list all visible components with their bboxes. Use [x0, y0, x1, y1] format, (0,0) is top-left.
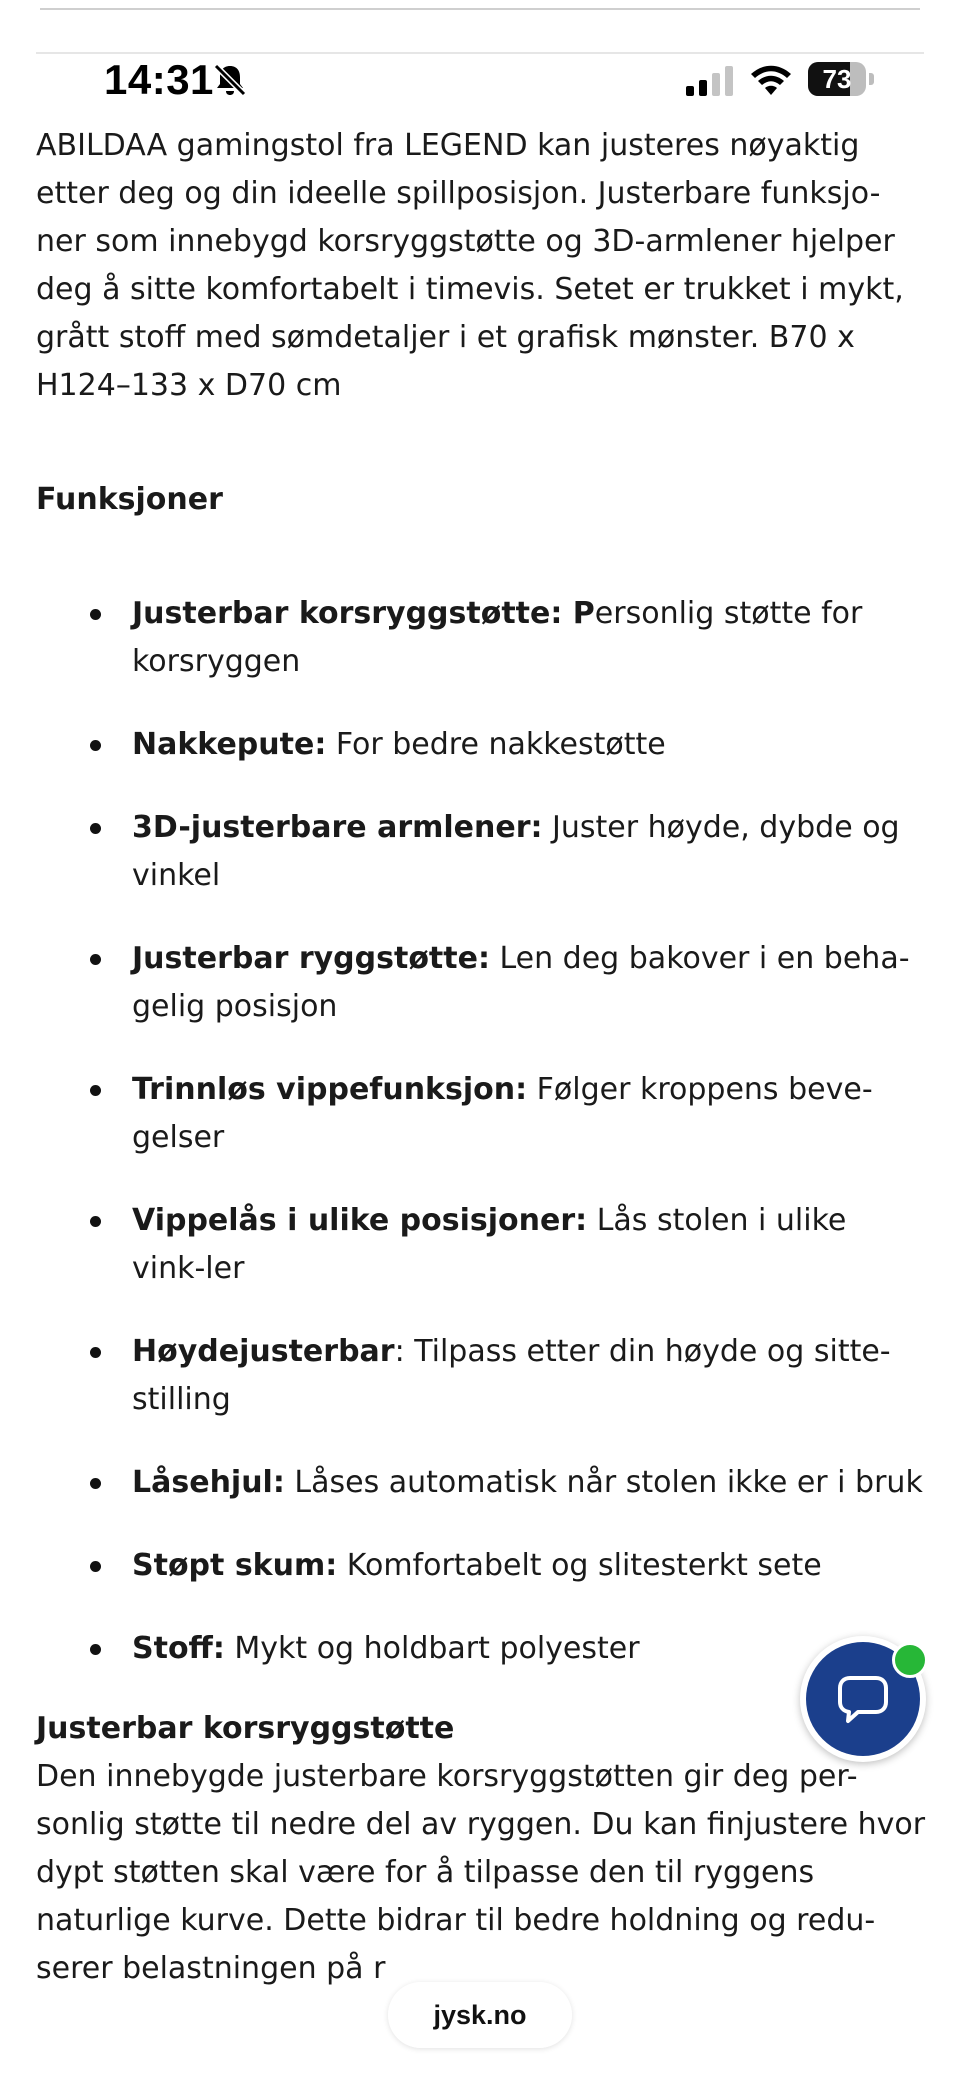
feature-label: Støpt skum: — [132, 1548, 338, 1583]
chat-online-indicator — [892, 1642, 928, 1678]
feature-label: Trinnløs vippefunksjon: — [132, 1072, 528, 1107]
bell-slash-icon — [210, 60, 250, 100]
feature-label: Stoff: — [132, 1631, 225, 1666]
feature-text: Juster høyde, dybde og vinkel — [132, 810, 900, 893]
wifi-icon — [748, 62, 794, 98]
feature-label: Vippelås i ulike posisjoner: — [132, 1203, 588, 1238]
feature-item — [36, 804, 926, 900]
feature-item — [36, 1459, 926, 1507]
feature-label: Justerbar korsryggstøtte: P — [132, 596, 595, 631]
feature-text: For bedre nakkestøtte — [326, 727, 666, 762]
feature-label: 3D-justerbare armlener: — [132, 810, 543, 845]
chat-button[interactable] — [800, 1636, 926, 1762]
feature-text: Følger kroppens beve-gelser — [132, 1072, 873, 1155]
feature-text: Mykt og holdbart polyester — [224, 1631, 640, 1666]
feature-text: Komfortabelt og slitesterkt sete — [337, 1548, 822, 1583]
feature-label: Høydejusterbar — [132, 1334, 395, 1369]
features-heading: Funksjoner — [36, 482, 223, 517]
feature-item — [36, 1328, 926, 1424]
feature-item — [36, 1066, 926, 1162]
feature-item — [36, 590, 926, 686]
feature-label: Nakkepute: — [132, 727, 327, 762]
chat-bubble-icon — [836, 1672, 890, 1726]
feature-item — [36, 1625, 926, 1673]
feature-text: Len deg bakover i en beha-gelig posisjon — [132, 941, 910, 1024]
intro-paragraph: ABILDAA gamingstol fra LEGEND kan justeres nøyaktig etter deg og din ideelle spillposisjon. Justerbare funksjo-ner som innebygd korsryggstøtte og 3D-armlener hjelper deg å sitte komfortabelt i timevis. Setet er trukket i mykt, grått stoff med sømdetaljer i et grafisk mønster. B70 x H124–133 x D70 cm — [36, 128, 904, 403]
feature-item — [36, 935, 926, 1031]
lumbar-paragraph: Den innebygde justerbare korsryggstøtten gir deg per-sonlig støtte til nedre del av ryggen. Du kan finjustere hvor dypt støtten skal være for å tilpasse den til ryggens naturlige kurve. Dette bidrar til bedre holdning og redu-serer belastningen på r — [36, 1759, 926, 1986]
feature-label: Låsehjul: — [132, 1465, 285, 1500]
battery-level: 73 — [822, 64, 852, 94]
top-edge-fragment — [40, 0, 920, 10]
status-bar — [0, 48, 960, 112]
feature-text: Lås stolen i ulike vink-ler — [132, 1203, 847, 1286]
features-list — [36, 590, 926, 1673]
feature-text: ersonlig støtte for korsryggen — [132, 596, 863, 679]
product-description — [36, 122, 926, 1993]
lumbar-heading: Justerbar korsryggstøtte — [36, 1711, 455, 1746]
feature-text: Låses automatisk når stolen ikke er i bruk — [284, 1465, 923, 1500]
feature-item — [36, 1542, 926, 1590]
feature-text: : Tilpass etter din høyde og sitte-stilling — [132, 1334, 891, 1417]
battery-icon — [808, 62, 874, 98]
feature-item — [36, 1197, 926, 1293]
signal-icon — [686, 66, 734, 96]
status-time: 14:31 — [104, 56, 214, 103]
feature-label: Justerbar ryggstøtte: — [132, 941, 490, 976]
feature-item — [36, 721, 926, 769]
url-bar[interactable]: jysk.no — [388, 1982, 572, 2048]
